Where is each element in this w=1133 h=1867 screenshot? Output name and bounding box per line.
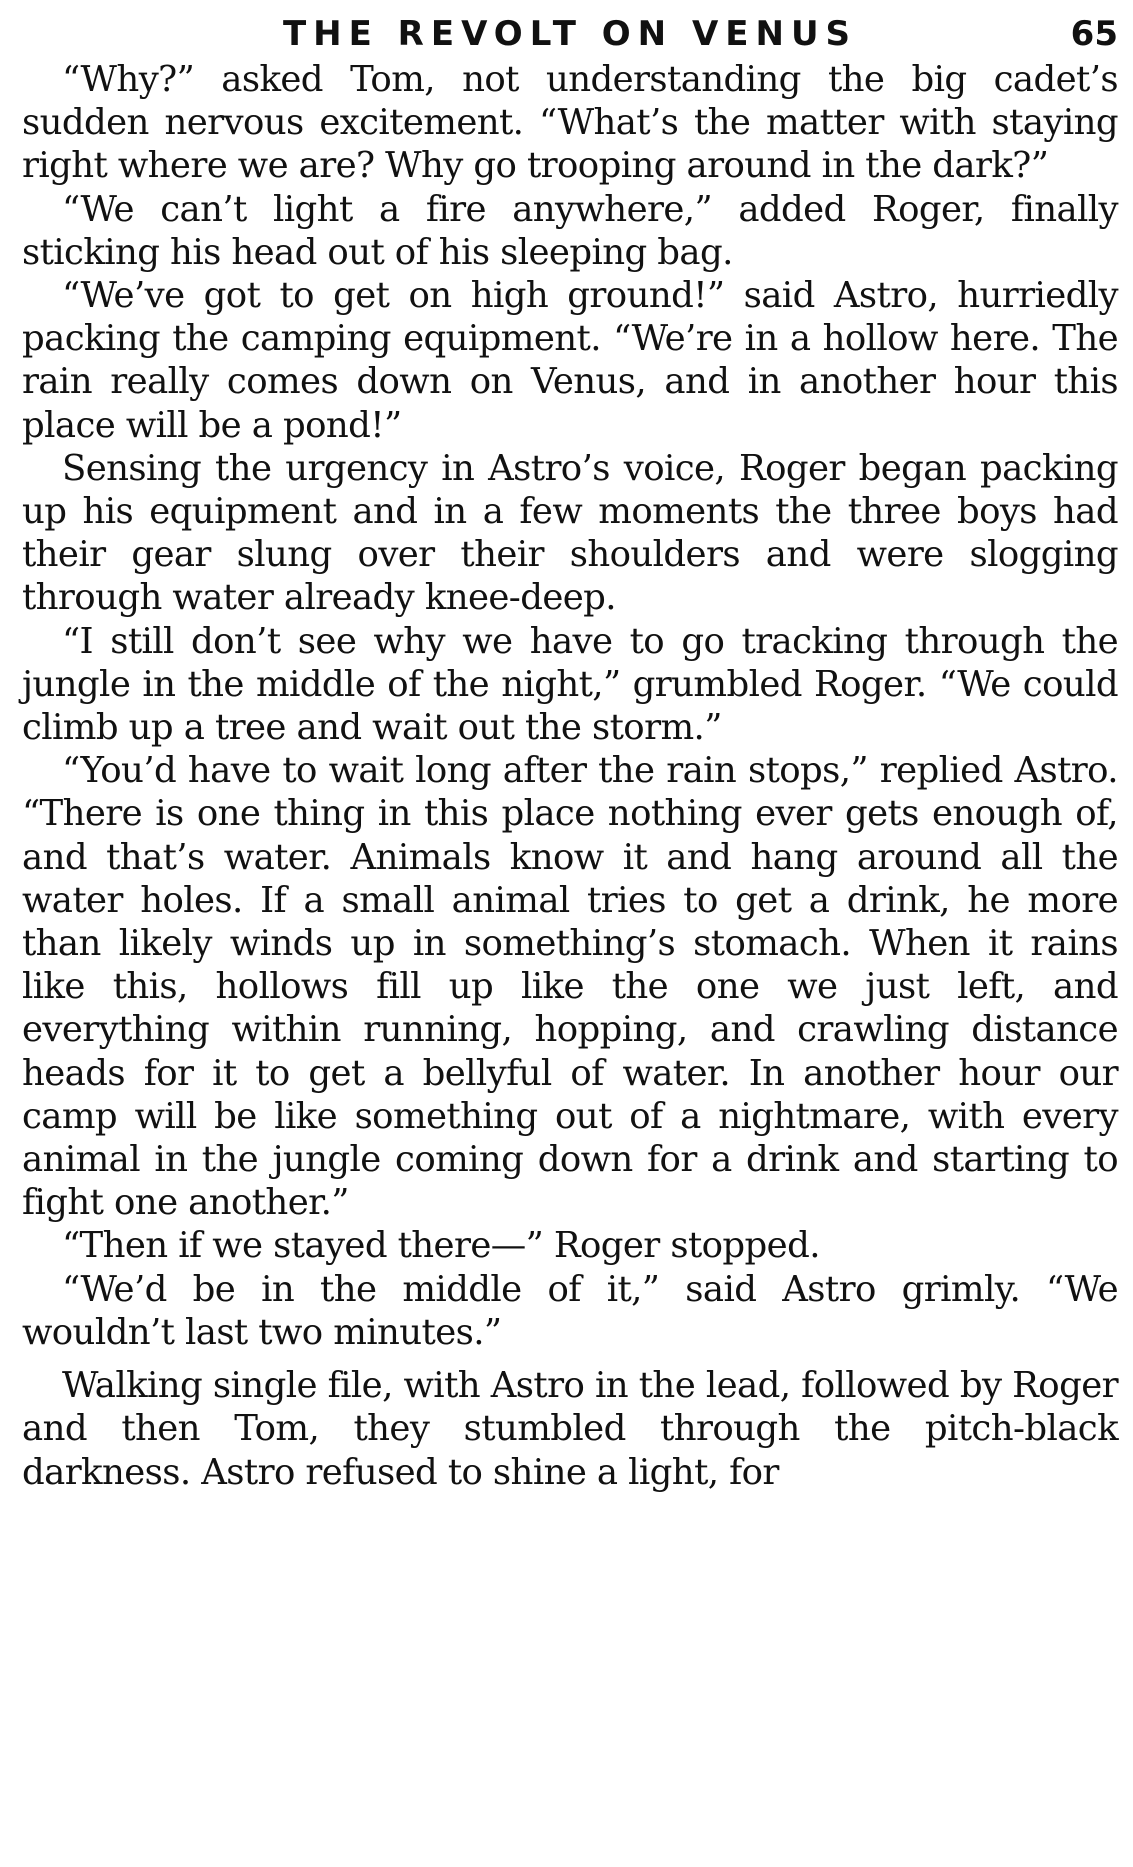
paragraph: “We’ve got to get on high ground!” said Astro, hurriedly packing the camping equipment. “We’re in a hollow here. The rain really comes down on Venus, and in another hour this place will be a pond!” — [22, 275, 1118, 446]
running-title: THE REVOLT ON VENUS — [282, 14, 858, 54]
paragraph: “We’d be in the middle of it,” said Astro grimly. “We wouldn’t last two minutes.” — [22, 1268, 1118, 1353]
paragraph: Walking single file, with Astro in the lead, followed by Roger and then Tom, they stumbled through the pitch-black darkness. Astro refused to shine a light, for — [22, 1365, 1118, 1493]
body-text — [22, 58, 1118, 1494]
paragraph: “Then if we stayed there—” Roger stopped. — [62, 1225, 820, 1267]
book-page — [22, 0, 1118, 1867]
paragraph: “Why?” asked Tom, not understanding the big cadet’s sudden nervous excitement. “What’s the matter with staying right where we are? Why go trooping around in the dark?” — [22, 59, 1118, 187]
paragraph: “You’d have to wait long after the rain stops,” replied Astro. “There is one thing in this place nothing ever gets enough of, and that’s water. Animals know it and hang around all the water holes. If a small animal tries to get a drink, he more than likely winds up in something’s stomach. When it rains like this, hollows fill up like the one we just left, and everything within running, hopping, and crawling distance heads for it to get a bellyful of water. In another hour our camp will be like something out of a nightmare, with every animal in the jungle coming down for a drink and starting to fight one another.” — [22, 750, 1118, 1224]
paragraph: Sensing the urgency in Astro’s voice, Roger began packing up his equipment and in a few moments the three boys had their gear slung over their shoulders and were slogging through water already knee-deep. — [22, 447, 1118, 619]
paragraph: “We can’t light a fire anywhere,” added Roger, finally sticking his head out of his sleeping bag. — [22, 188, 1118, 273]
page-number: 65 — [1070, 14, 1118, 54]
paragraph: “I still don’t see why we have to go tracking through the jungle in the middle of the night,” grumbled Roger. “We could climb up a tree and wait out the storm.” — [22, 620, 1118, 749]
running-head — [22, 0, 1118, 58]
